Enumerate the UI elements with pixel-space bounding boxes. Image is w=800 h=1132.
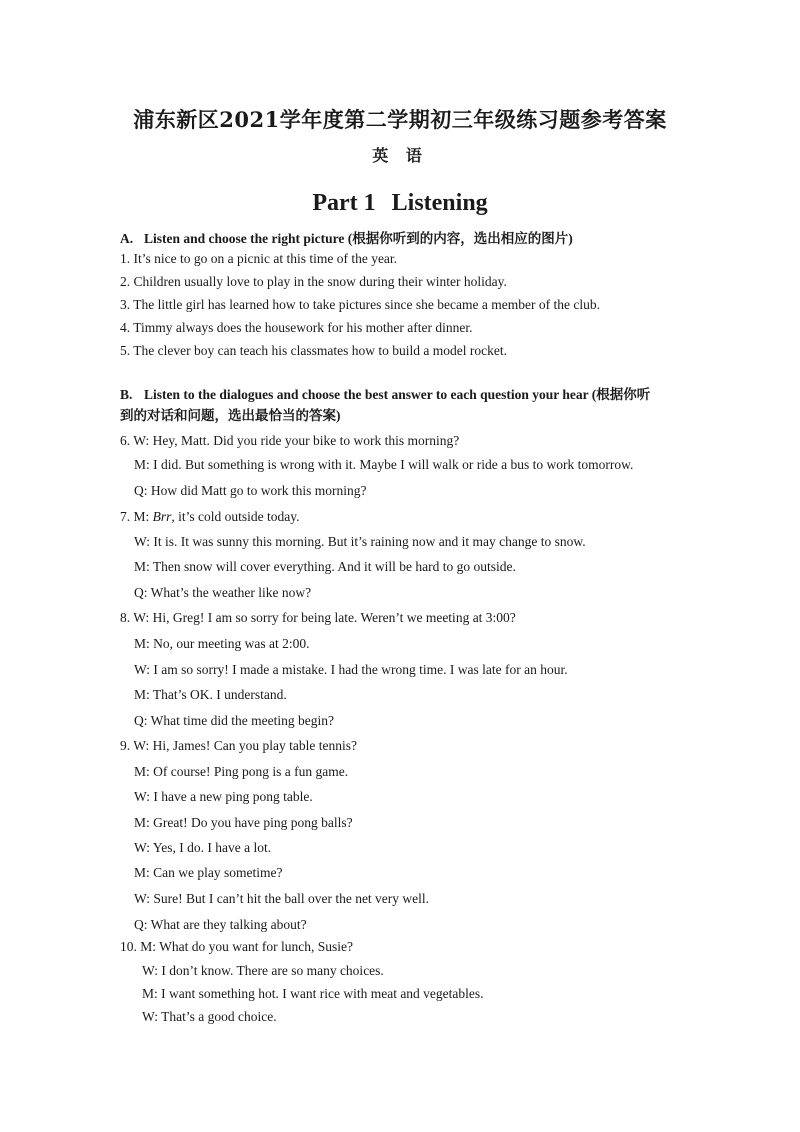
dialogue-line: M: That’s OK. I understand. — [134, 687, 287, 702]
section-b-instruction-line2: 到的对话和问题，选出最恰当的答案) — [120, 408, 341, 423]
dialogue-line: W: Sure! But I can’t hit the ball over the net very well. — [134, 891, 430, 906]
dialogue-line: 10. M: What do you want for lunch, Susie? — [120, 939, 353, 954]
list-item: 3. The little girl has learned how to take pictures since she became a member of the club. — [120, 297, 600, 312]
part-name: Listening — [391, 190, 488, 216]
section-b-title — [120, 384, 700, 426]
dialogue-line: M: Can we play sometime? — [134, 865, 283, 880]
dialogue-line: W: I am so sorry! I made a mistake. I had the wrong time. I was late for an hour. — [134, 662, 568, 677]
section-a-instruction: Listen and choose the right picture (根据你听到的内容，选出相应的图片) — [144, 231, 573, 246]
dialogue-line: M: Great! Do you have ping pong balls? — [134, 815, 353, 830]
dialogue-line: M: I did. But something is wrong with it. Maybe I will walk or ride a bus to work tomorrow. — [134, 457, 634, 472]
list-item: 1. It’s nice to go on a picnic at this time of the year. — [120, 251, 398, 266]
part-heading — [0, 190, 800, 217]
dialogue-line: M: Of course! Ping pong is a fun game. — [134, 764, 349, 779]
dialogue-line: Q: How did Matt go to work this morning? — [134, 483, 367, 498]
dialogue-line: 8. W: Hi, Greg! I am so sorry for being late. Weren’t we meeting at 3:00? — [120, 610, 516, 625]
dialogue-line: 7. M: Brr, it’s cold outside today. — [120, 509, 300, 524]
list-item: 2. Children usually love to play in the snow during their winter holiday. — [120, 274, 507, 289]
dialogue-line: W: Yes, I do. I have a lot. — [134, 840, 272, 855]
list-item: 5. The clever boy can teach his classmates how to build a model rocket. — [120, 343, 508, 358]
dialogue-line: W: I have a new ping pong table. — [134, 789, 313, 804]
dialogue-line: Q: What’s the weather like now? — [134, 585, 312, 600]
section-a-title — [120, 228, 700, 249]
section-a-letter: A. — [120, 231, 134, 246]
list-item: 4. Timmy always does the housework for his mother after dinner. — [120, 320, 473, 335]
document-title: 浦东新区2021学年度第二学期初三年级练习题参考答案 — [133, 107, 667, 132]
dialogue-line: M: No, our meeting was at 2:00. — [134, 636, 310, 651]
dialogue-line: W: That’s a good choice. — [142, 1009, 277, 1024]
dialogue-line: W: It is. It was sunny this morning. But it’s raining now and it may change to snow. — [134, 534, 586, 549]
dialogue-line: Q: What time did the meeting begin? — [134, 713, 334, 728]
dialogue-line: Q: What are they talking about? — [134, 917, 307, 932]
section-b-letter: B. — [120, 387, 133, 402]
subject-title: 英 语 — [372, 146, 428, 165]
dialogue-line: W: I don’t know. There are so many choices. — [142, 963, 384, 978]
section-b-instruction-line1: Listen to the dialogues and choose the best answer to each question your hear (根据你听 — [144, 387, 651, 402]
part-number: Part 1 — [312, 190, 376, 216]
dialogue-line: 9. W: Hi, James! Can you play table tennis? — [120, 738, 357, 753]
dialogue-line: 6. W: Hey, Matt. Did you ride your bike to work this morning? — [120, 433, 460, 448]
dialogue-line: M: I want something hot. I want rice with meat and vegetables. — [142, 986, 484, 1001]
dialogue-line: M: Then snow will cover everything. And it will be hard to go outside. — [134, 559, 516, 574]
